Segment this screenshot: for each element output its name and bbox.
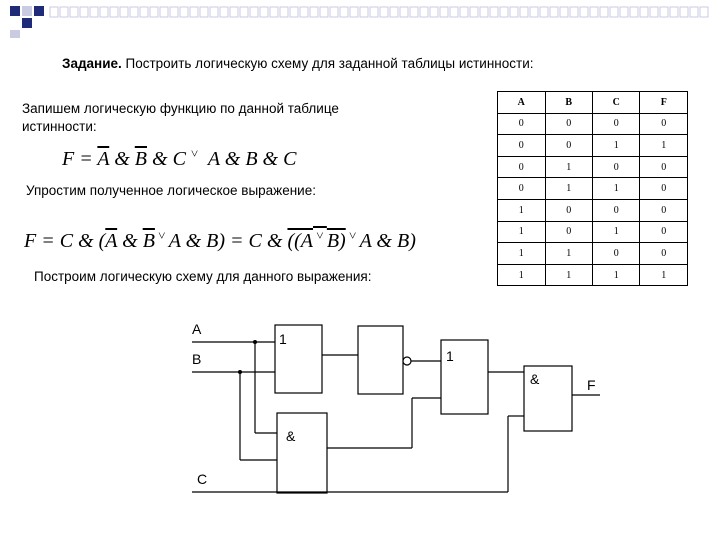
table-cell: 0 [640, 243, 688, 265]
table-cell: 0 [498, 113, 546, 135]
table-cell: 1 [592, 135, 640, 157]
input-label-c: C [197, 471, 208, 487]
table-cell: 0 [498, 178, 546, 200]
table-cell: 0 [640, 113, 688, 135]
table-cell: 1 [592, 221, 640, 243]
step2-text: Упростим полученное логическое выражение: [26, 183, 316, 198]
formula1-or: ˅ [190, 146, 199, 161]
and-gate-1-symbol: & [286, 428, 296, 444]
table-cell: 0 [592, 113, 640, 135]
table-cell: 1 [498, 199, 546, 221]
formula1-C: C [172, 148, 186, 170]
table-cell: 1 [498, 264, 546, 286]
or-gate-1-symbol: 1 [279, 331, 287, 347]
header-b: B [545, 92, 592, 114]
and-gate-2-symbol: & [530, 371, 540, 387]
table-cell: 1 [640, 135, 688, 157]
table-cell: 0 [545, 113, 592, 135]
formula2-not-B: $\overline{B}$ [142, 230, 155, 252]
table-cell: 1 [592, 264, 640, 286]
formula1-F: F [62, 148, 75, 170]
formula2-part: A & B) [359, 230, 416, 252]
or-gate-2-symbol: 1 [446, 348, 454, 364]
header-a: A [498, 92, 546, 114]
table-cell: 0 [640, 178, 688, 200]
input-label-a: A [192, 321, 202, 337]
task-text: Построить логическую схему для заданной таблицы истинности: [121, 56, 534, 71]
formula2-not-A: $\overline{A}$ [105, 230, 118, 252]
table-cell: 0 [545, 221, 592, 243]
step3-text: Построим логическую схему для данного выражения: [34, 269, 372, 284]
formula1-C2: C [283, 148, 297, 170]
and-gate-1 [277, 413, 327, 493]
input-label-b: B [192, 351, 202, 367]
formula2-amp: & [117, 230, 143, 252]
header-f: F [640, 92, 688, 114]
table-cell: 0 [545, 199, 592, 221]
table-cell: 0 [640, 221, 688, 243]
formula1-amp: & [257, 148, 284, 170]
table-cell: 0 [545, 135, 592, 157]
not-gate [358, 326, 403, 394]
table-cell: 0 [498, 135, 546, 157]
output-label-f: F [587, 377, 596, 393]
table-cell: 1 [640, 264, 688, 286]
formula1-not-A: $\overline{A}$ [97, 148, 110, 170]
formula1-A: A [203, 148, 220, 170]
task-label: Задание. [62, 56, 122, 71]
formula2-part: A & B) = C & [168, 230, 288, 252]
formula2-or: ˅ [345, 228, 360, 243]
table-cell: 1 [545, 156, 592, 178]
table-cell: 1 [545, 264, 592, 286]
header-c: C [592, 92, 640, 114]
formula1-eq: = [74, 148, 98, 170]
table-cell: 1 [545, 243, 592, 265]
table-cell: 0 [498, 156, 546, 178]
formula1-B: B [245, 148, 258, 170]
table-cell: 1 [498, 221, 546, 243]
table-cell: 0 [640, 199, 688, 221]
table-cell: 1 [498, 243, 546, 265]
formula1-amp: & [219, 148, 246, 170]
formula1-amp: & [147, 148, 173, 170]
table-cell: 1 [592, 178, 640, 200]
table-cell: 0 [592, 243, 640, 265]
formula2-or: ˅ [154, 228, 169, 243]
table-cell: 0 [640, 156, 688, 178]
formula1-not-B: $\overline{B}$ [134, 148, 147, 170]
formula2-or: ˅ [313, 228, 327, 243]
formula2-group: ((A [287, 230, 313, 252]
formula2-group: B) [326, 230, 346, 252]
table-cell: 0 [592, 199, 640, 221]
formula1-amp: & [109, 148, 135, 170]
step1-text: Запишем логическую функцию по данной таблице истинности: [22, 101, 339, 134]
table-cell: 0 [592, 156, 640, 178]
table-cell: 1 [545, 178, 592, 200]
formula2-part: F = C & ( [24, 230, 106, 252]
